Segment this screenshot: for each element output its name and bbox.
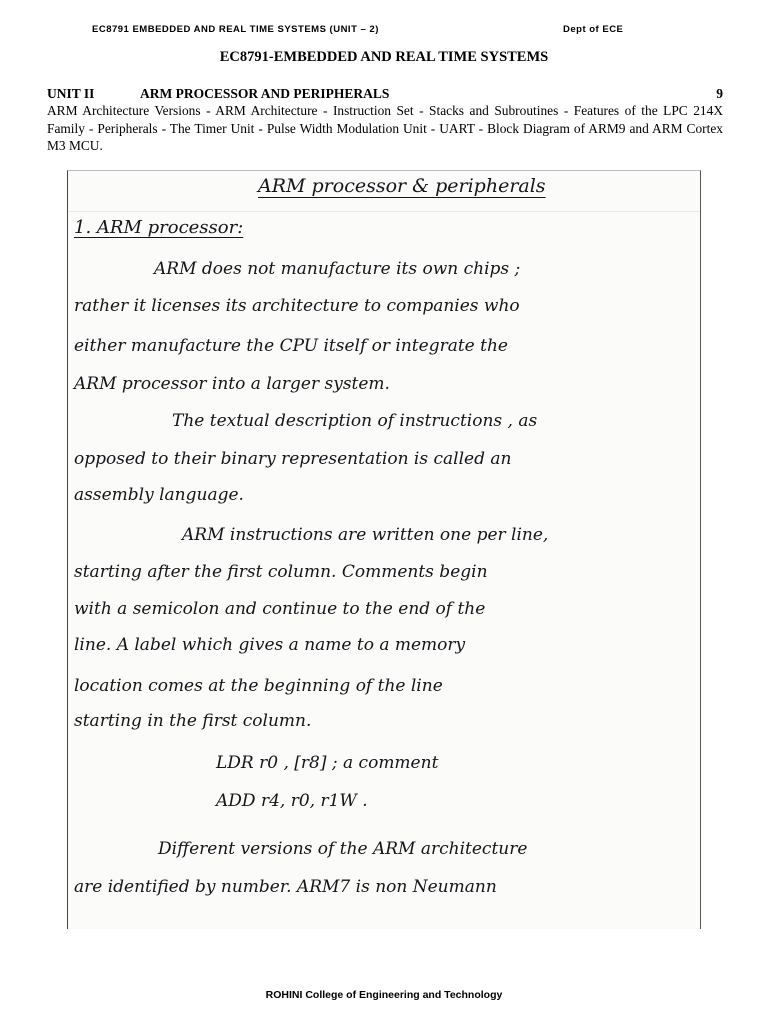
notes-section-title: 1. ARM processor: [74, 217, 244, 238]
notes-line: starting after the first column. Comments begin [74, 562, 488, 582]
notes-line: either manufacture the CPU itself or integrate the [74, 336, 508, 356]
syllabus-text: ARM Architecture Versions - ARM Architecture - Instruction Set - Stacks and Subroutines - Features of the LPC 214X Family - Peripherals - The Timer Unit - Pulse Width Modulation Unit - UART - Block Diagram of ARM9 and ARM Cortex M3 MCU. [47, 103, 723, 153]
notes-line: are identified by number. ARM7 is non Neumann [74, 877, 497, 897]
notes-line: starting in the first column. [74, 711, 312, 731]
notes-line: The textual description of instructions , as [172, 411, 538, 431]
notes-line: with a semicolon and continue to the end of the [74, 599, 486, 619]
notes-line: rather it licenses its architecture to companies who [74, 296, 520, 316]
document-title: EC8791-EMBEDDED AND REAL TIME SYSTEMS [219, 49, 549, 65]
notes-heading: ARM processor & peripherals [258, 175, 546, 197]
unit-line [47, 86, 723, 102]
notes-line: Different versions of the ARM architecture [158, 839, 528, 859]
notes-line: LDR r0 , [r8] ; a comment [216, 753, 439, 773]
running-header [0, 24, 768, 38]
notes-line: location comes at the beginning of the line [74, 676, 443, 696]
notes-line: opposed to their binary representation is called an [74, 449, 512, 469]
notes-line: ARM processor into a larger system. [74, 374, 390, 394]
unit-hours: 9 [716, 86, 723, 101]
notes-line: ARM does not manufacture its own chips ; [154, 259, 521, 279]
footer-institution: ROHINI College of Engineering and Technology [265, 989, 503, 1001]
notes-line: assembly language. [74, 485, 244, 505]
notes-line: ADD r4, r0, r1W . [216, 791, 368, 811]
notes-line: line. A label which gives a name to a memory [74, 635, 466, 655]
handwritten-notes [67, 170, 701, 929]
notes-line: ARM instructions are written one per line, [182, 525, 549, 545]
course-code-header: EC8791 EMBEDDED AND REAL TIME SYSTEMS (UNIT – 2) [92, 24, 379, 35]
department-header: Dept of ECE [563, 24, 624, 35]
unit-label: UNIT II [47, 86, 95, 101]
unit-name: ARM PROCESSOR AND PERIPHERALS [140, 86, 390, 101]
